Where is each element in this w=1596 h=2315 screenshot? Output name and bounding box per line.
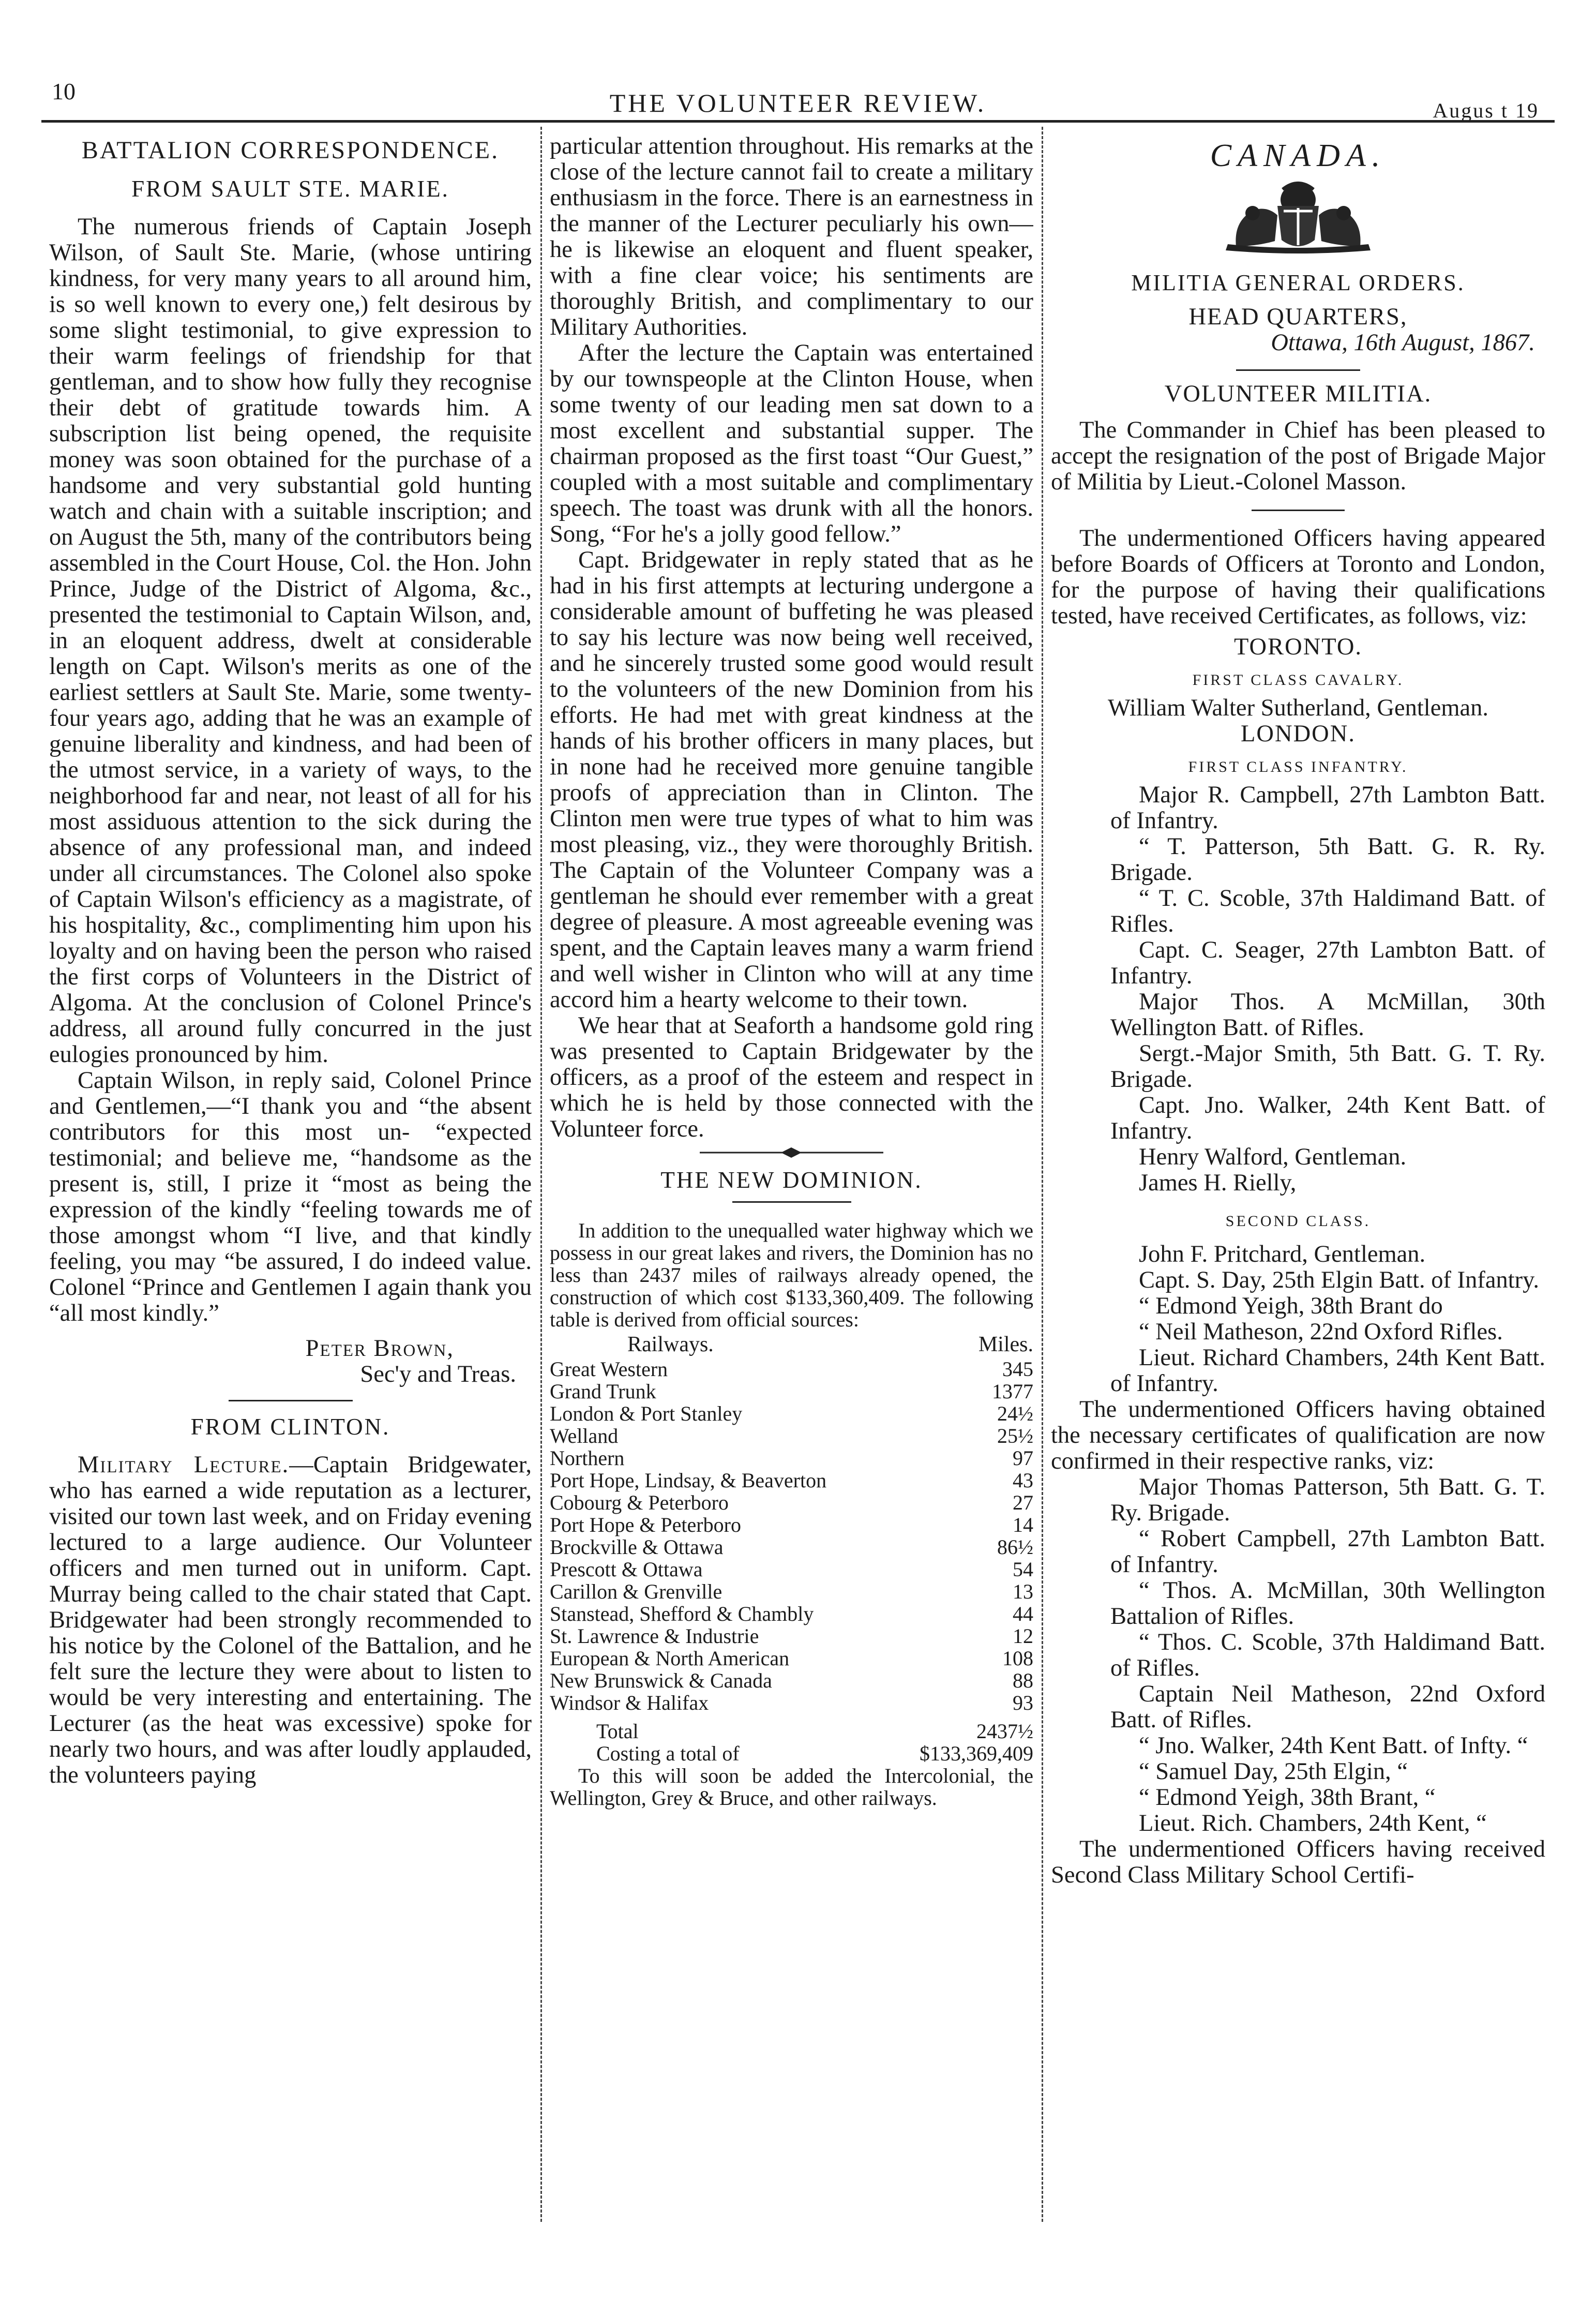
second-class-heading: SECOND CLASS.	[1225, 1213, 1371, 1230]
dateline: Ottawa, 16th August, 1867.	[1271, 330, 1535, 356]
railway-miles: 93	[1013, 1691, 1033, 1714]
paragraph: Capt. Bridgewater in reply stated that as he had in his first attempts at lecturing undergone a considerable amount of buffeting he was pleased to say his lecture was now being well received, and he sincerely trusted some good would result to the volunteers of the new Dominion from his efforts. He had met with great kindness at the hands of his brother officers in many places, but in none had he received more genuine tangible proofs of appreciation than in Clinton. The Clinton men were true types of what to him was most pleasing, viz., they were thoroughly British. The Captain of the Volunteer Company was a gentleman he should ever remember with a great degree of pleasure. A most agreeable evening was spent, and the Captain leaves many a warm friend and well wisher in Clinton who will at any time accord him a hearty welcome to their town.	[550, 547, 1033, 1013]
railway-miles: 88	[1013, 1669, 1033, 1692]
railway-miles: 86½	[997, 1535, 1033, 1559]
officer-entry: Captain Neil Matheson, 22nd Oxford Batt. of Rifles.	[1110, 1681, 1545, 1733]
paragraph: We hear that at Seaforth a handsome gold ring was presented to Captain Bridgewater by the officers, as a proof of the esteem and respect in which he is held by those connected with the Volunteer force.	[550, 1012, 1033, 1142]
cost-value: $133,369,409	[920, 1742, 1033, 1765]
headquarters: HEAD QUARTERS,	[1188, 304, 1408, 330]
column-header-miles: Miles.	[978, 1333, 1033, 1356]
paragraph: After the lecture the Captain was entertained by our townspeople at the Clinton House, when some twenty of our leading men sat down to a most excellent and substantial supper. The chairman proposed as the first toast “Our Guest,” coupled with a most suitable and complimentary speech. The toast was drunk with all the honors. Song, “For he's a jolly good fellow.”	[550, 340, 1033, 547]
officer-entry: “ Jno. Walker, 24th Kent Batt. of Infty. “	[1139, 1732, 1528, 1759]
column-header-railways: Railways.	[627, 1333, 714, 1356]
divider	[229, 1400, 353, 1401]
toronto-heading: TORONTO.	[1233, 634, 1363, 660]
railway-miles: 13	[1013, 1580, 1033, 1603]
railway-name: Port Hope, Lindsay, & Beaverton	[550, 1469, 827, 1492]
officer-entry: “ Neil Matheson, 22nd Oxford Rifles.	[1139, 1319, 1503, 1345]
ornamental-divider	[550, 1142, 1033, 1163]
london-heading: LONDON.	[1241, 721, 1356, 747]
paragraph: The undermentioned Officers having obtained the necessary certificates of qualification are now confirmed in their respective ranks, viz:	[1051, 1396, 1545, 1474]
officer-entry: Capt. S. Day, 25th Elgin Batt. of Infantry.	[1139, 1267, 1540, 1293]
railway-miles: 1377	[992, 1380, 1033, 1403]
orders-title: MILITIA GENERAL ORDERS.	[1131, 270, 1465, 295]
railway-miles: 14	[1013, 1513, 1033, 1536]
paragraph: The numerous friends of Captain Joseph Wilson, of Sault Ste. Marie, (whose untiring kindness, for very many years to all around him, is so well known to every one,) felt desirous by some slight testimonial, to give expression to their warm feelings of friendship for that gentleman, and to show how fully they recognise their debt of gratitude towards him. A subscription list being opened, the requisite money was soon obtained for the purchase of a handsome and very substantial gold hunting watch and chain with a suitable inscription; and on August the 5th, many of the contributors being assembled in the Court House, Col. the Hon. John Prince, Judge of the District of Algoma, &c., presented the testimonial to Captain Wilson, and, in an eloquent address, dwelt at considerable length on Capt. Wilson's merits as one of the earliest settlers at Sault Ste. Marie, some twenty-four years ago, adding that he was an example of genuine liberality and kindness, and had been of the utmost service, in a variety of ways, to the neighborhood far and near, not least of all for his most assiduous attention to the sick during the absence of any professional man, and indeed under all circumstances. The Colonel also spoke of Captain Wilson's efficiency as a magistrate, of his hospitality, &c., complimenting him upon his loyalty and on having been the person who raised the first corps of Volunteers in the District of Algoma. At the conclusion of Colonel Prince's address, all around fully concurred in the just eulogies pronounced by him.	[49, 214, 532, 1068]
paragraph: The undermentioned Officers having appeared before Boards of Officers at Toronto and London, for the purpose of having their qualifications tested, have received Certificates, as follows, viz:	[1051, 525, 1545, 629]
railway-row	[550, 1491, 1033, 1514]
railway-miles: 44	[1013, 1602, 1033, 1625]
total-label: Total	[596, 1720, 639, 1743]
officer-entry: “ Robert Campbell, 27th Lambton Batt. of Infantry.	[1110, 1526, 1545, 1578]
signature-name: Peter Brown,	[305, 1335, 454, 1362]
divider	[1236, 369, 1360, 371]
officer-entry: Major R. Campbell, 27th Lambton Batt. of Infantry.	[1110, 782, 1545, 834]
railway-name: Northern	[550, 1446, 625, 1470]
paragraph: The Commander in Chief has been pleased to accept the resignation of the post of Brigade Major of Militia by Lieut.-Colonel Masson.	[1051, 417, 1545, 495]
officer-entry: Major Thos. A McMillan, 30th Wellington Batt. of Rifles.	[1110, 989, 1545, 1041]
railway-name: Cobourg & Peterboro	[550, 1491, 729, 1514]
railway-name: Grand Trunk	[550, 1380, 656, 1403]
officer-entry: Major Thomas Patterson, 5th Batt. G. T. Ry. Brigade.	[1110, 1474, 1545, 1526]
article-heading-clinton: FROM CLINTON.	[190, 1414, 390, 1440]
railway-miles: 43	[1013, 1469, 1033, 1492]
column-divider	[540, 127, 542, 2222]
total-value: 2437½	[976, 1720, 1033, 1743]
page-header	[0, 0, 1596, 129]
officer-entry: “ T. C. Scoble, 37th Haldimand Batt. of Rifles.	[1110, 885, 1545, 937]
paragraph: In addition to the unequalled water highway which we possess in our great lakes and rivers, the Dominion has no less than 2437 miles of railways already opened, the construction of which cost $133,360,409. The following table is derived from official sources:	[550, 1219, 1033, 1331]
railway-miles: 345	[1002, 1357, 1033, 1381]
officer-entry: Lieut. Rich. Chambers, 24th Kent, “	[1139, 1810, 1487, 1836]
railway-miles: 54	[1013, 1558, 1033, 1581]
railway-row	[550, 1580, 1033, 1603]
divider	[732, 1201, 851, 1203]
paragraph: The undermentioned Officers having received Second Class Military School Certifi-	[1051, 1836, 1545, 1888]
railways-table	[550, 1334, 1033, 1714]
volunteer-militia-title: VOLUNTEER MILITIA.	[1164, 381, 1432, 407]
toronto-entry: William Walter Sutherland, Gentleman.	[1107, 695, 1489, 721]
officer-entry: “ T. Patterson, 5th Batt. G. R. Ry. Brigade.	[1110, 833, 1545, 886]
officer-entry: James H. Rielly,	[1139, 1170, 1297, 1196]
page-number: 10	[52, 78, 76, 104]
paragraph-text: —Captain Bridgewater, who has earned a wide reputation as a lecturer, visited our town last week, and on Friday evening lectured to a large audience. Our Volunteer officers and men turned out in uniform. Capt. Murray being called to the chair stated that Capt. Bridgewater had been strongly recommended to his notice by the Colonel of the Battalion, and he felt sure the lecture they were about to listen to would be very interesting and entertaining. The Lecturer (as the heat was excessive) spoke for nearly two hours, and was after loudly applauded, the volunteers paying	[49, 1452, 532, 1788]
section-title: BATTALION CORRESPONDENCE.	[81, 137, 500, 164]
paragraph: particular attention throughout. His remarks at the close of the lecture cannot fail to create a military enthusiasm in the force. There is an earnestness in the manner of the Lecturer peculiarly his own—he is likewise an eloquent and fluent speaker, with a fine clear voice; his sentiments are thoroughly British, and complimentary to our Military Authorities.	[550, 133, 1033, 340]
article-heading-dominion: THE NEW DOMINION.	[660, 1167, 923, 1193]
officer-entry: “ Edmond Yeigh, 38th Brant do	[1139, 1293, 1443, 1319]
railway-miles: 27	[1013, 1491, 1033, 1514]
officer-entry: Capt. C. Seager, 27th Lambton Batt. of Infantry.	[1110, 937, 1545, 989]
railway-name: St. Lawrence & Industrie	[550, 1624, 759, 1648]
railway-name: Great Western	[550, 1357, 668, 1381]
railway-row	[550, 1669, 1033, 1692]
railway-row	[550, 1603, 1033, 1625]
column-divider	[1042, 127, 1043, 2222]
officer-entry: Henry Walford, Gentleman.	[1139, 1144, 1407, 1170]
first-class-cavalry-heading: FIRST CLASS CAVALRY.	[1192, 671, 1404, 689]
column-2	[550, 133, 1033, 2286]
officer-entry: “ Edmond Yeigh, 38th Brant, “	[1139, 1784, 1436, 1811]
paragraph: Captain Wilson, in reply said, Colonel Prince and Gentlemen,—“I thank you and “the absent contributors for this most un- “expected testimonial; and believe me, “handsome as the present is, still, I prize it “most as being the expression of the kindly “feeling towards me of those amongst whom “I live, and that kindly feeling, you may “be assured, I do indeed value. Colonel “Prince and Gentlemen I again thank you “all most kindly.”	[49, 1067, 532, 1326]
officer-entry: “ Thos. C. Scoble, 37th Haldimand Batt. of Rifles.	[1110, 1629, 1545, 1681]
railway-row	[550, 1514, 1033, 1536]
officer-entry: Capt. Jno. Walker, 24th Kent Batt. of Infantry.	[1110, 1092, 1545, 1144]
railway-row	[550, 1380, 1033, 1402]
railway-name: New Brunswick & Canada	[550, 1669, 772, 1692]
railway-row	[550, 1692, 1033, 1714]
officer-entry: “ Samuel Day, 25th Elgin, “	[1139, 1758, 1408, 1785]
royal-coat-of-arms-emblem	[1205, 179, 1391, 257]
issue-date: Augus t 19	[1433, 99, 1539, 122]
confirmed-officers-list	[1051, 1474, 1545, 1836]
railway-row	[550, 1358, 1033, 1380]
cost-label: Costing a total of	[596, 1742, 740, 1765]
masthead-title: THE VOLUNTEER REVIEW.	[609, 88, 987, 117]
railway-name: Welland	[550, 1424, 619, 1447]
divider	[1252, 510, 1345, 511]
railway-miles: 108	[1002, 1647, 1033, 1670]
paragraph: To this will soon be added the Intercolonial, the Wellington, Grey & Bruce, and other railways.	[550, 1764, 1033, 1810]
railway-name: Windsor & Halifax	[550, 1691, 709, 1714]
london-second-class-list	[1051, 1242, 1545, 1397]
header-rule	[41, 120, 1555, 123]
railway-row	[550, 1536, 1033, 1558]
railway-name: London & Port Stanley	[550, 1402, 743, 1425]
railway-miles: 25½	[997, 1424, 1033, 1447]
lead-in: Military Lecture.	[78, 1452, 290, 1478]
railway-name: European & North American	[550, 1647, 790, 1670]
column-3	[1051, 133, 1545, 2286]
railway-row	[550, 1425, 1033, 1447]
canada-title: CANADA.	[1210, 138, 1387, 173]
railway-row	[550, 1647, 1033, 1669]
railway-name: Carillon & Grenville	[550, 1580, 722, 1603]
officer-entry: Lieut. Richard Chambers, 24th Kent Batt. of Infantry.	[1110, 1345, 1545, 1397]
railway-miles: 97	[1013, 1446, 1033, 1470]
officer-entry: “ Thos. A. McMillan, 30th Wellington Battalion of Rifles.	[1110, 1577, 1545, 1630]
officer-entry: John F. Pritchard, Gentleman.	[1139, 1241, 1426, 1267]
railway-row	[550, 1402, 1033, 1425]
signature-title: Sec'y and Treas.	[360, 1361, 516, 1387]
london-first-class-list	[1051, 782, 1545, 1196]
table-total	[550, 1720, 1033, 1765]
railway-name: Stanstead, Shefford & Chambly	[550, 1602, 814, 1625]
railway-row	[550, 1625, 1033, 1647]
first-class-infantry-heading: FIRST CLASS INFANTRY.	[1188, 758, 1408, 775]
officer-entry: Sergt.-Major Smith, 5th Batt. G. T. Ry. Brigade.	[1110, 1040, 1545, 1093]
railway-row	[550, 1558, 1033, 1580]
railway-miles: 12	[1013, 1624, 1033, 1648]
railway-name: Port Hope & Peterboro	[550, 1513, 741, 1536]
table-header-row	[550, 1334, 1033, 1358]
article-heading-sault: FROM SAULT STE. MARIE.	[131, 176, 449, 202]
railway-name: Prescott & Ottawa	[550, 1558, 703, 1581]
railway-row	[550, 1447, 1033, 1469]
column-1	[49, 133, 532, 2286]
railway-miles: 24½	[997, 1402, 1033, 1425]
paragraph	[49, 1452, 532, 1788]
railway-row	[550, 1469, 1033, 1491]
railway-name: Brockville & Ottawa	[550, 1535, 724, 1559]
